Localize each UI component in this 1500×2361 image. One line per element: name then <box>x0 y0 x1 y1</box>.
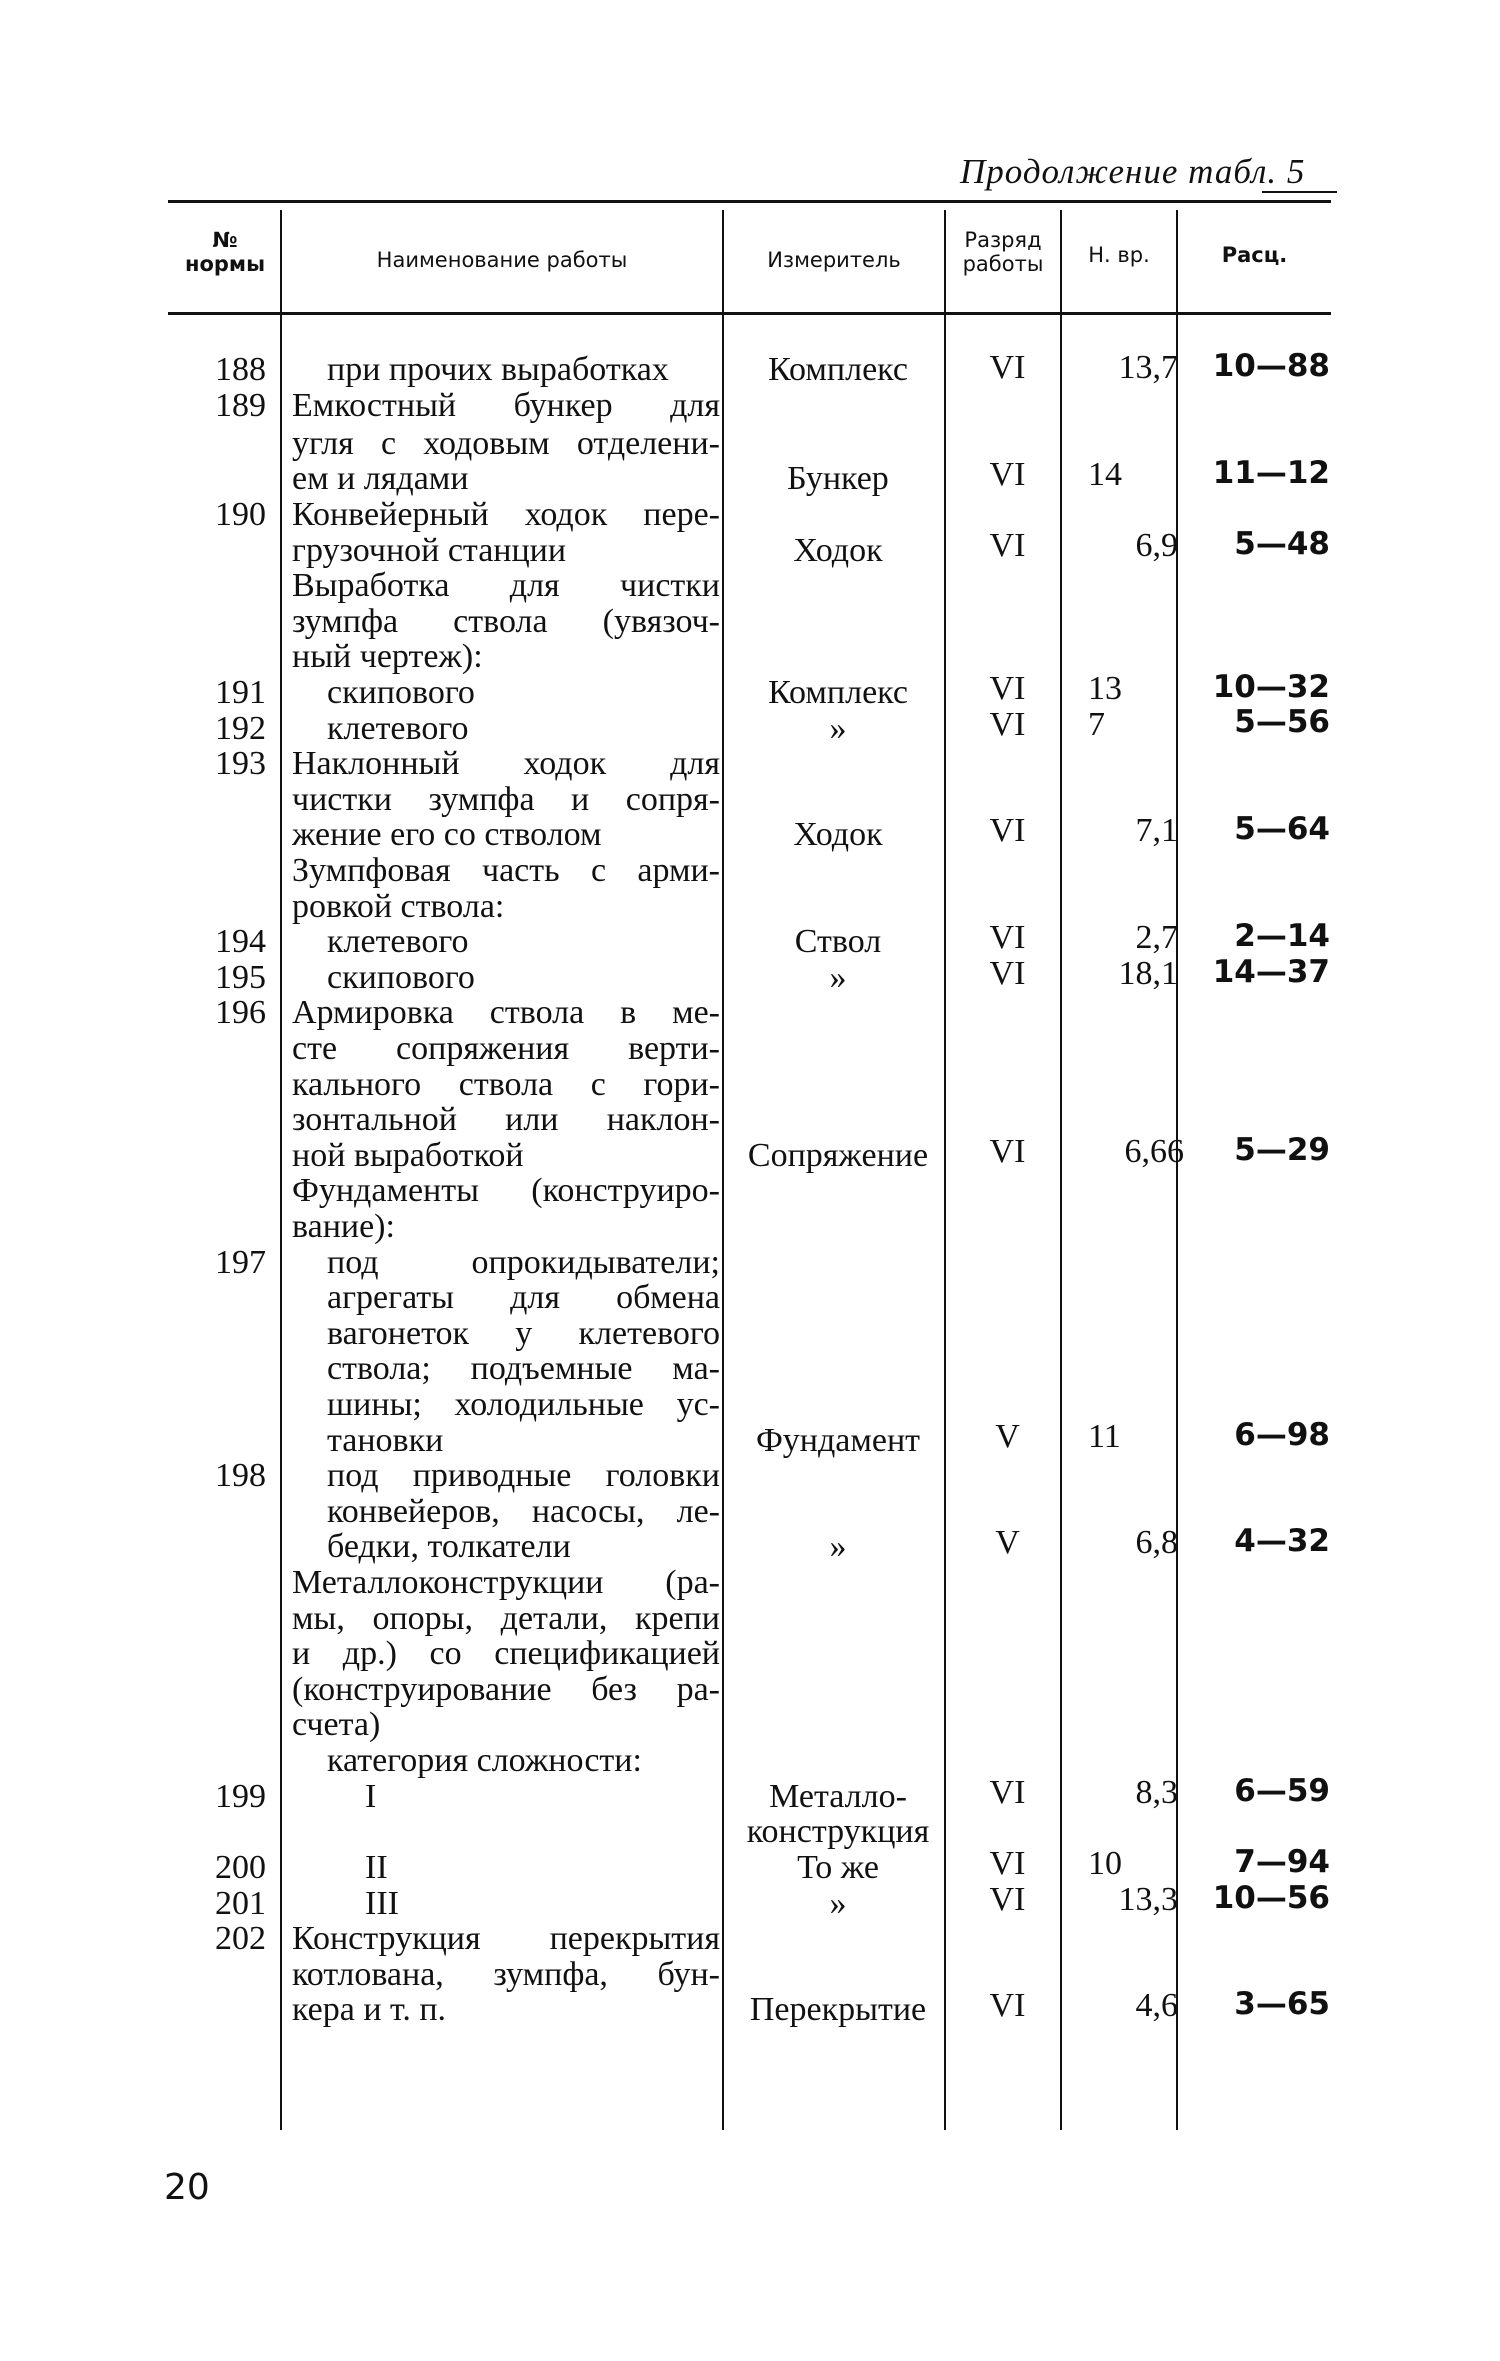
norm-number: 197 <box>215 1244 266 1281</box>
header-grade-line2: работы <box>962 252 1044 276</box>
time-norm-cell: 13 <box>1088 670 1122 707</box>
description-line: ем и лядами <box>292 460 469 497</box>
description-line: Выработка для чистки <box>292 567 720 604</box>
description-line: шины; холодильные ус- <box>327 1386 720 1423</box>
measure-cell: » <box>829 959 847 996</box>
grade-cell: VI <box>989 812 1026 849</box>
description-line: Металлоконструкции (ра- <box>292 1564 720 1601</box>
description-line: угля с ходовым отделени- <box>292 425 720 462</box>
rate-cell: 4—32 <box>1234 1523 1330 1559</box>
header-name: Наименование работы <box>376 248 628 272</box>
grade-cell: VI <box>989 670 1026 707</box>
time-norm-cell: 7 <box>1088 706 1105 743</box>
rate-cell: 10—32 <box>1212 669 1330 705</box>
description-line: при прочих выработках <box>327 351 669 388</box>
description-line: мы, опоры, детали, крепи <box>292 1600 720 1637</box>
rate-cell: 5—48 <box>1234 526 1330 562</box>
norm-number: 191 <box>215 674 266 711</box>
time-norm-cell: 13,3 <box>1118 1881 1178 1918</box>
header-num-line2: нормы <box>184 252 266 276</box>
rate-cell: 14—37 <box>1212 954 1330 990</box>
time-norm-cell: 6,66 <box>1124 1133 1184 1170</box>
measure-cell: То же <box>797 1849 879 1886</box>
grade-cell: VI <box>989 1133 1026 1170</box>
header-grade-line1: Разряд <box>964 228 1042 252</box>
grade-cell: VI <box>989 919 1026 956</box>
description-line: скипового <box>327 959 475 996</box>
description-line: сте сопряжения верти- <box>292 1030 720 1067</box>
measure-cell: Фундамент <box>755 1422 921 1459</box>
measure-cell: Комплекс <box>768 351 908 388</box>
description-line: вагонеток у клетевого <box>327 1315 720 1352</box>
description-line: Конструкция перекрытия <box>292 1920 720 1957</box>
measure-cell: Ствол <box>794 923 882 960</box>
description-line: II <box>365 1849 388 1886</box>
measure-cell: » <box>829 710 847 747</box>
time-norm-cell: 6,9 <box>1135 527 1178 564</box>
grade-cell: VI <box>989 706 1026 743</box>
norm-number: 200 <box>215 1849 266 1886</box>
description-line: Конвейерный ходок пере- <box>292 496 720 533</box>
description-line: Зумпфовая часть с арми- <box>292 852 720 889</box>
grade-cell: VI <box>989 955 1026 992</box>
description-line: категория сложности: <box>327 1742 642 1779</box>
description-line: конвейеров, насосы, ле- <box>327 1493 720 1530</box>
grade-cell: VI <box>989 1987 1026 2024</box>
measure-cell: конструкция <box>746 1813 930 1850</box>
description-line: кального ствола с гори- <box>292 1066 720 1103</box>
norm-number: 201 <box>215 1885 266 1922</box>
table-caption: Продолжение табл. 5 <box>960 152 1306 191</box>
time-norm-cell: 10 <box>1088 1845 1122 1882</box>
measure-cell: » <box>829 1885 847 1922</box>
grade-cell: VI <box>989 527 1026 564</box>
description-line: зумпфа ствола (увязоч- <box>292 603 720 640</box>
description-line: грузочной станции <box>292 532 567 569</box>
norm-number: 190 <box>215 496 266 533</box>
norm-number: 198 <box>215 1457 266 1494</box>
grade-cell: VI <box>989 1881 1026 1918</box>
description-line: ствола; подъемные ма- <box>327 1350 720 1387</box>
page-number: 20 <box>164 2167 210 2208</box>
rate-cell: 5—29 <box>1234 1132 1330 1168</box>
norm-number: 189 <box>215 387 266 424</box>
time-norm-cell: 14 <box>1088 456 1122 493</box>
description-line: котлована, зумпфа, бун- <box>292 1956 720 1993</box>
grade-cell: V <box>995 1524 1020 1561</box>
rate-cell: 5—56 <box>1234 704 1330 740</box>
header-grade <box>946 228 1060 276</box>
description-line: чистки зумпфа и сопря- <box>292 781 720 818</box>
measure-cell: Бункер <box>787 460 889 497</box>
header-rate: Расц. <box>1221 243 1288 267</box>
grade-cell: VI <box>989 456 1026 493</box>
time-norm-cell: 18,1 <box>1118 955 1178 992</box>
rate-cell: 10—56 <box>1212 1880 1330 1916</box>
description-line: клетевого <box>327 710 469 747</box>
header-time: Н. вр. <box>1088 243 1150 267</box>
description-line: III <box>365 1885 399 1922</box>
description-line: под приводные головки <box>327 1457 720 1494</box>
grade-cell: V <box>995 1418 1020 1455</box>
time-norm-cell: 2,7 <box>1135 919 1178 956</box>
description-line: зонтальной или наклон- <box>292 1101 720 1138</box>
time-norm-cell: 4,6 <box>1135 1987 1178 2024</box>
description-line: ной выработкой <box>292 1137 524 1174</box>
norm-number: 196 <box>215 994 266 1031</box>
description-line: агрегаты для обмена <box>327 1279 720 1316</box>
rate-cell: 11—12 <box>1212 455 1330 491</box>
norm-number: 188 <box>215 351 266 388</box>
header-num-line1: № <box>212 228 238 252</box>
measure-cell: Ходок <box>793 532 883 569</box>
measure-cell: Перекрытие <box>749 1991 927 2028</box>
measure-cell: Сопряжение <box>747 1137 929 1174</box>
description-line: I <box>365 1778 377 1815</box>
measure-cell: Ходок <box>793 816 883 853</box>
column-divider-5 <box>1176 210 1178 2130</box>
rate-cell: 10—88 <box>1212 348 1330 384</box>
rate-cell: 6—59 <box>1234 1773 1330 1809</box>
rate-cell: 3—65 <box>1234 1986 1330 2022</box>
norm-number: 192 <box>215 710 266 747</box>
time-norm-cell: 11 <box>1088 1418 1121 1455</box>
description-line: под опрокидыватели; <box>327 1244 720 1281</box>
time-norm-cell: 8,3 <box>1135 1774 1178 1811</box>
norm-number: 193 <box>215 745 266 782</box>
column-divider-4 <box>1060 210 1062 2130</box>
rate-cell: 7—94 <box>1234 1844 1330 1880</box>
grade-cell: VI <box>989 349 1026 386</box>
grade-cell: VI <box>989 1845 1026 1882</box>
description-line: ровкой ствола: <box>292 888 505 925</box>
description-line: (конструирование без ра- <box>292 1671 720 1708</box>
description-line: и др.) со спецификацией <box>292 1635 720 1672</box>
column-divider-2 <box>722 210 724 2130</box>
measure-cell: Металло- <box>769 1778 907 1815</box>
description-line: ный чертеж): <box>292 638 483 675</box>
header-bottom-rule <box>168 312 1331 315</box>
norm-number: 195 <box>215 959 266 996</box>
measure-cell: » <box>829 1528 847 1565</box>
description-line: клетевого <box>327 923 469 960</box>
time-norm-cell: 6,8 <box>1135 1524 1178 1561</box>
norm-number: 202 <box>215 1920 266 1957</box>
column-divider-1 <box>280 210 282 2130</box>
description-line: Фундаменты (конструиро- <box>292 1172 720 1209</box>
header-measure: Измеритель <box>767 248 901 272</box>
description-line: кера и т. п. <box>292 1991 447 2028</box>
caption-underline <box>1262 191 1337 193</box>
description-line: счета) <box>292 1706 381 1743</box>
header-num <box>170 228 280 276</box>
description-line: вание): <box>292 1208 395 1245</box>
norm-number: 194 <box>215 923 266 960</box>
description-line: Емкостный бункер для <box>292 387 720 424</box>
measure-cell: Комплекс <box>768 674 908 711</box>
time-norm-cell: 13,7 <box>1118 349 1178 386</box>
description-line: тановки <box>327 1422 444 1459</box>
description-line: жение его со стволом <box>292 816 602 853</box>
rate-cell: 6—98 <box>1234 1417 1330 1453</box>
description-line: бедки, толкатели <box>327 1528 571 1565</box>
norm-number: 199 <box>215 1778 266 1815</box>
grade-cell: VI <box>989 1774 1026 1811</box>
table-top-rule <box>168 200 1331 203</box>
description-line: скипового <box>327 674 475 711</box>
time-norm-cell: 7,1 <box>1135 812 1178 849</box>
rate-cell: 5—64 <box>1234 811 1330 847</box>
rate-cell: 2—14 <box>1234 918 1330 954</box>
description-line: Армировка ствола в ме- <box>292 994 720 1031</box>
description-line: Наклонный ходок для <box>292 745 720 782</box>
